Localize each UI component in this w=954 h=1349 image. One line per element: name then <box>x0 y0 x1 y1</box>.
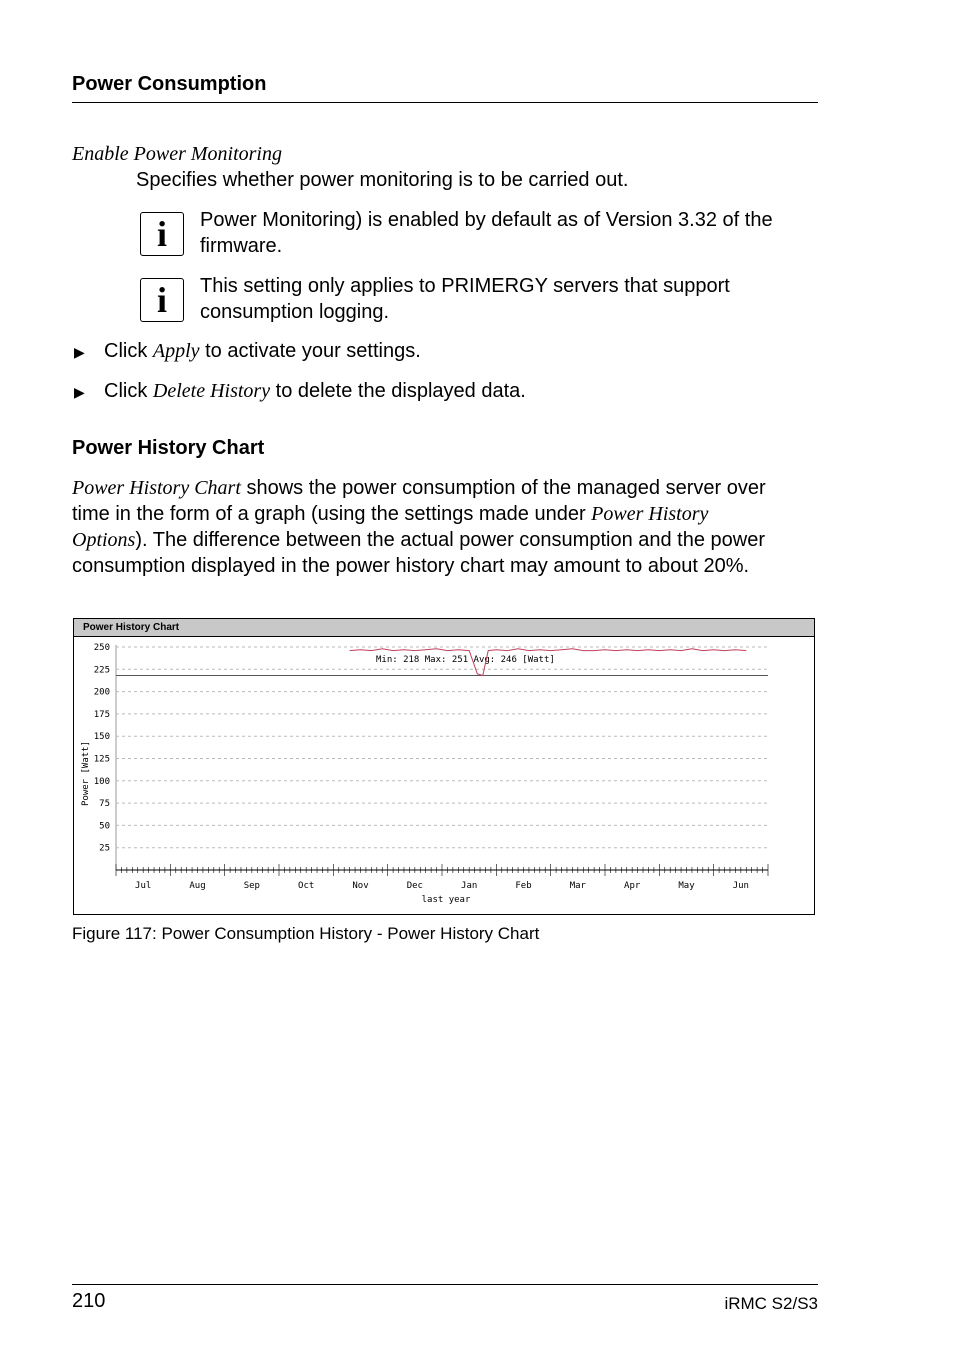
x-tick-label: Sep <box>243 881 260 891</box>
step-apply <box>104 338 421 364</box>
y-tick-label: 175 <box>93 709 110 720</box>
chart-section-paragraph <box>72 475 832 579</box>
step-text: Click <box>104 380 153 402</box>
chart-panel-title: Power History Chart <box>74 619 814 637</box>
page-header-title: Power Consumption <box>72 73 267 95</box>
x-tick-label: Apr <box>624 881 641 891</box>
x-tick-label: Dec <box>406 881 423 891</box>
y-tick-label: 125 <box>93 754 110 765</box>
info-icon: i <box>140 212 184 256</box>
note-2-line1: This setting only applies to PRIMERGY servers that support <box>200 275 730 297</box>
y-tick-label: 50 <box>99 821 110 832</box>
power-history-chart-panel <box>73 618 815 915</box>
paragraph-text: time in the form of a graph (using the settings made under <box>72 503 592 525</box>
y-tick-label: 75 <box>99 799 110 810</box>
info-icon: i <box>140 278 184 322</box>
paragraph-text: ). The difference between the actual power consumption and the power <box>135 529 766 551</box>
x-tick-label: Nov <box>352 881 369 891</box>
y-tick-label: 225 <box>93 665 110 676</box>
paragraph-text: shows the power consumption of the managed server over <box>240 477 766 499</box>
power-history-chart-term: Power History Chart <box>72 477 241 499</box>
x-tick-label: May <box>678 881 695 891</box>
power-history-options-term: Options <box>72 529 136 551</box>
power-history-chart <box>74 637 813 913</box>
x-tick-label: Jul <box>135 881 152 891</box>
step-text: Click <box>104 340 153 362</box>
note-1 <box>200 207 773 259</box>
x-tick-label: Oct <box>298 881 315 891</box>
product-name: iRMC S2/S3 <box>724 1294 818 1313</box>
apply-term: Apply <box>152 340 200 362</box>
header-rule <box>72 102 818 103</box>
footer-rule <box>72 1284 818 1285</box>
figure-caption: Figure 117: Power Consumption History - Power History Chart <box>72 924 540 943</box>
step-text: to delete the displayed data. <box>270 380 526 402</box>
enable-term: Enable Power Monitoring <box>72 143 282 165</box>
stats-annotation: Min: 218 Max: 251 Avg: 246 [Watt] <box>376 654 555 665</box>
y-tick-label: 250 <box>93 643 110 653</box>
note-1-line2: firmware. <box>200 235 283 257</box>
x-tick-label: Feb <box>515 881 532 891</box>
step-text: to activate your settings. <box>199 340 421 362</box>
enable-description: Specifies whether power monitoring is to be carried out. <box>136 169 629 191</box>
y-tick-label: 150 <box>93 732 110 743</box>
y-tick-label: 200 <box>93 687 110 698</box>
paragraph-text: consumption displayed in the power history chart may amount to about 20%. <box>72 555 750 577</box>
y-axis-label: Power [Watt] <box>81 740 91 807</box>
x-tick-label: Mar <box>569 881 586 891</box>
x-tick-label: Aug <box>189 881 206 891</box>
note-2 <box>200 273 730 325</box>
note-1-line1: Power Monitoring) is enabled by default as of Version 3.32 of the <box>200 209 773 231</box>
x-tick-label: Jun <box>732 881 749 891</box>
y-tick-label: 25 <box>99 843 110 854</box>
x-tick-label: Jan <box>461 881 478 891</box>
bullet-arrow-icon: ▶ <box>74 344 85 360</box>
step-delete-history <box>104 378 526 404</box>
bullet-arrow-icon: ▶ <box>74 384 85 400</box>
delete-history-term: Delete History <box>152 380 271 402</box>
page-number: 210 <box>72 1290 106 1312</box>
chart-section-heading: Power History Chart <box>72 437 265 459</box>
power-history-options-term: Power History <box>591 503 709 525</box>
x-axis-label: last year <box>421 895 471 905</box>
y-tick-label: 100 <box>93 776 110 787</box>
note-2-line2: consumption logging. <box>200 301 390 323</box>
